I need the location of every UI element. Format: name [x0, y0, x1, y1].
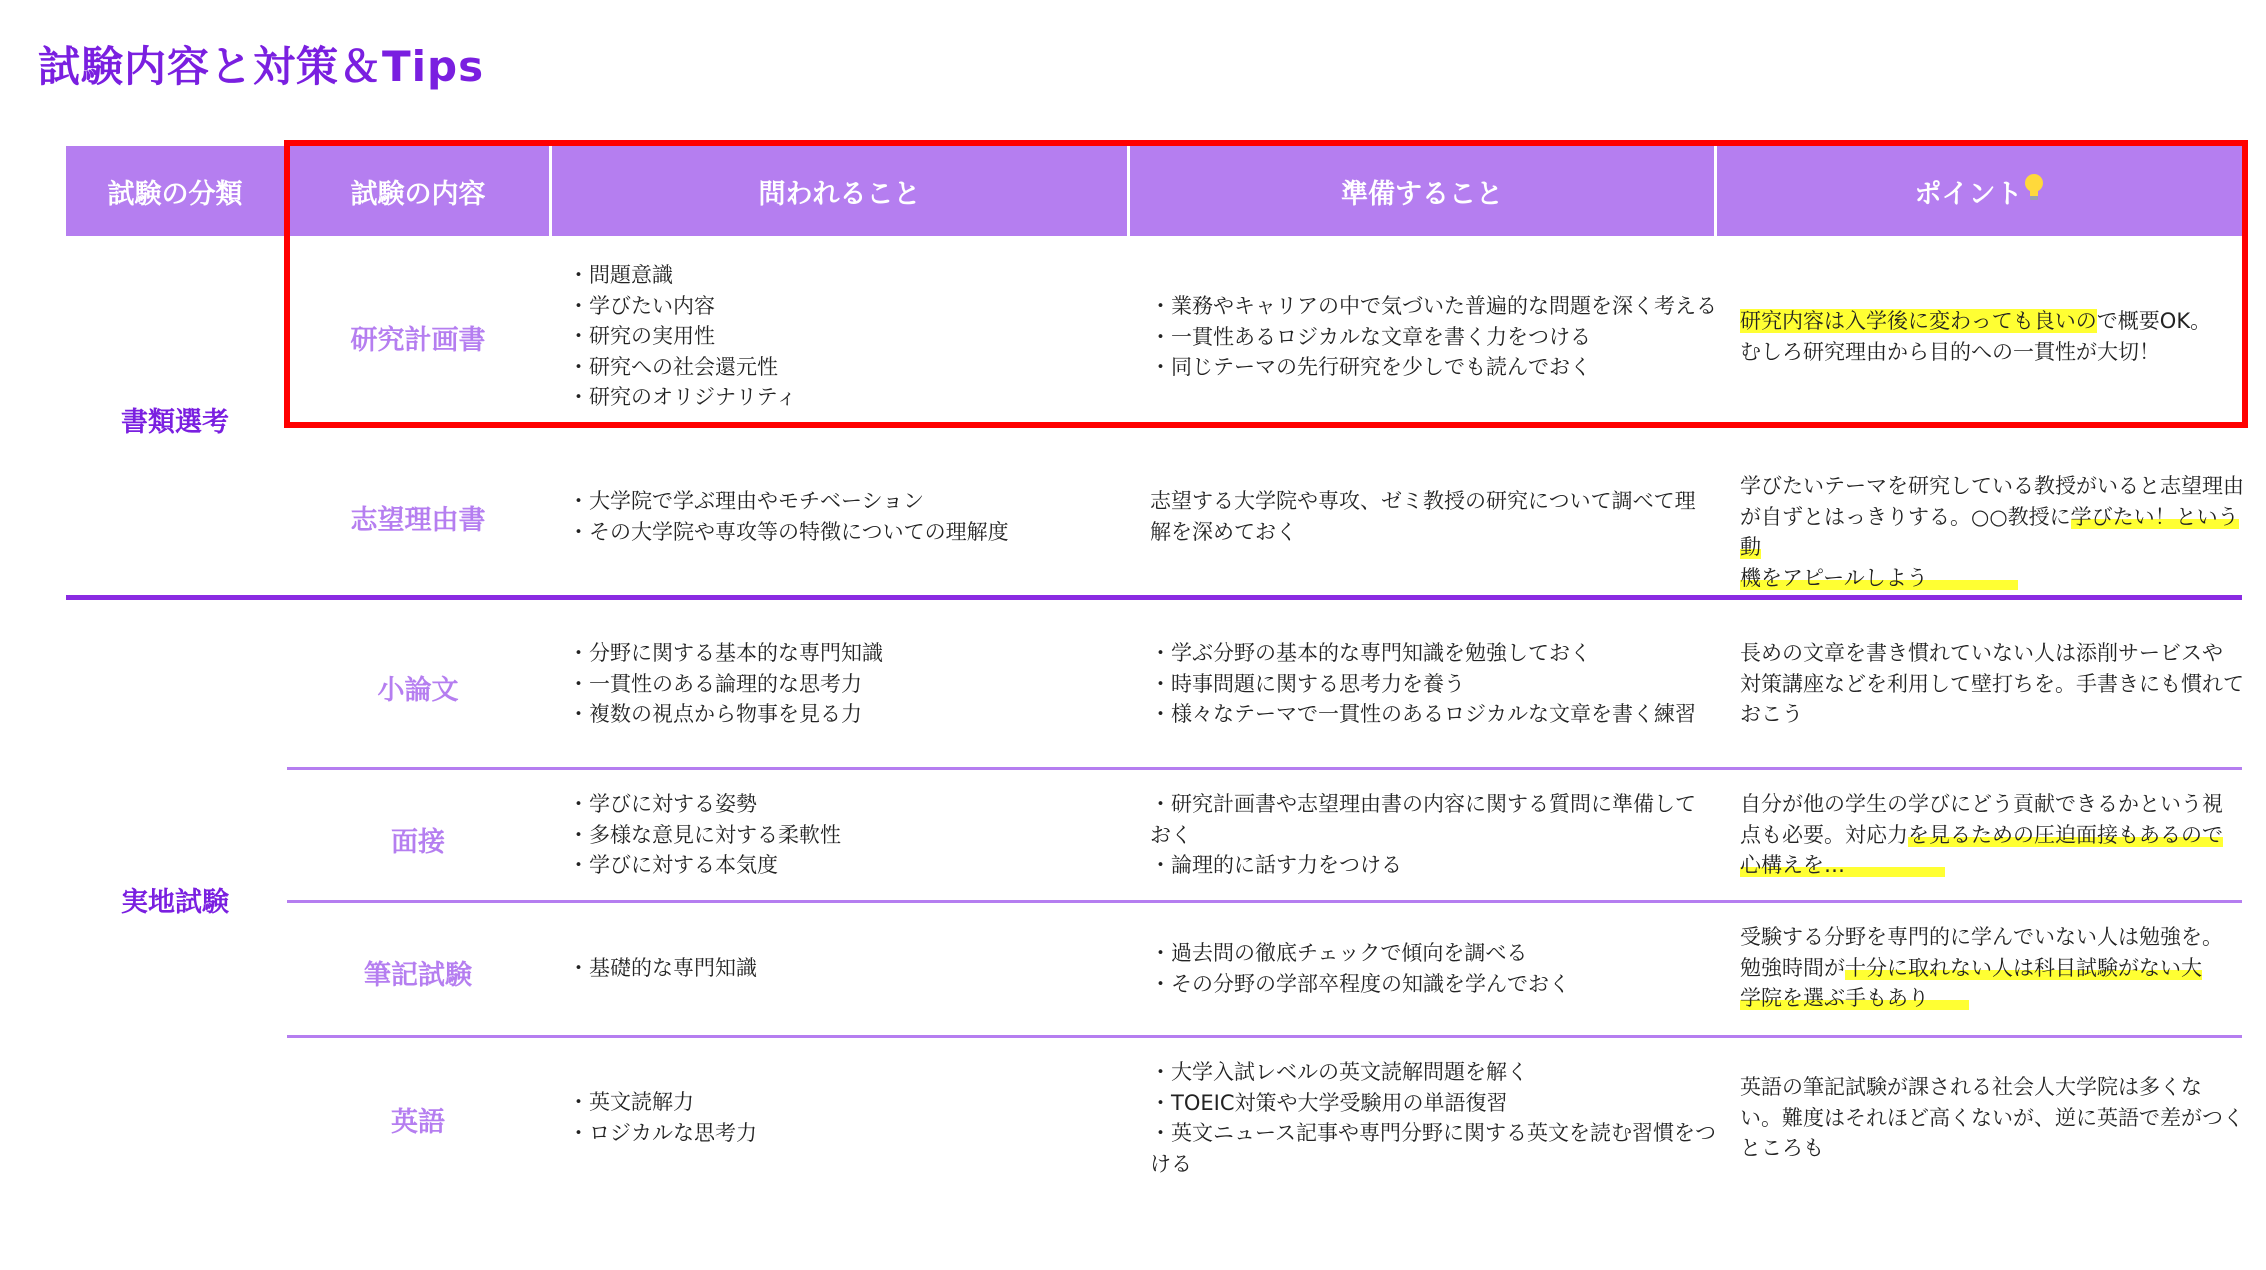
list-item: ・学びたい内容 — [568, 293, 715, 318]
row-type-research-plan: 研究計画書 — [350, 325, 486, 356]
list-item: ・一貫性のある論理的な思考力 — [568, 671, 862, 696]
header-type-label: 試験の内容 — [350, 178, 486, 210]
row-type-written: 筆記試験 — [364, 960, 472, 991]
header-tips-label: ポイント — [1914, 178, 2023, 210]
list-item: ・時事問題に関する思考力を養う — [1150, 671, 1465, 696]
row-divider — [287, 900, 2242, 903]
tips-text: 点も必要。対応力 — [1740, 822, 1908, 847]
row-motivation-tips — [1740, 471, 2245, 593]
list-item: ・研究への社会還元性 — [568, 354, 778, 379]
list-item: 解を深めておく — [1150, 519, 1297, 544]
list-item: ・その分野の学部卒程度の知識を学んでおく — [1150, 971, 1570, 996]
row-essay-tips — [1740, 638, 2245, 730]
highlight-text: 心構えを… — [1740, 853, 1945, 877]
section-divider — [66, 595, 2242, 600]
list-item: ・大学院で学ぶ理由やモチベーション — [568, 489, 925, 513]
list-item: ・基礎的な専門知識 — [568, 956, 757, 980]
list-item: ・一貫性あるロジカルな文章を書く力をつける — [1150, 324, 1591, 349]
list-item: ・その大学院や専攻等の特徴についての理解度 — [568, 519, 1009, 544]
tips-line — [1740, 820, 2245, 851]
tips-text: が自ずとはっきりする。○○教授に — [1740, 504, 2071, 529]
list-item: ・同じテーマの先行研究を少しでも読んでおく — [1150, 355, 1591, 379]
list-item: ・問題意識 — [568, 263, 673, 287]
row-type-essay: 小論文 — [377, 675, 459, 706]
list-item: ・多様な意見に対する柔軟性 — [568, 822, 841, 847]
highlight-frame — [284, 140, 2248, 428]
row-divider — [287, 767, 2242, 770]
list-item: ・研究計画書や志望理由書の内容に関する質問に準備して — [1150, 792, 1696, 816]
tips-line: 対策講座などを利用して壁打ちを。手書きにも慣れて — [1740, 671, 2244, 696]
row-motivation-questions — [568, 486, 1128, 547]
highlight-text: を見るための圧迫面接もあるので — [1908, 822, 2223, 847]
header-category-label: 試験の分類 — [107, 178, 243, 210]
list-item: ・分野に関する基本的な専門知識 — [568, 641, 883, 665]
row-type-motivation: 志望理由書 — [350, 505, 486, 536]
tips-line — [1740, 502, 2245, 563]
list-item: ・様々なテーマで一貫性のあるロジカルな文章を書く練習 — [1150, 702, 1696, 726]
tips-line: むしろ研究理由から目的への一貫性が大切！ — [1740, 339, 2160, 364]
highlight-text: 学院を選ぶ手もあり — [1740, 986, 1969, 1010]
row-essay-questions — [568, 638, 1128, 730]
highlight-text: 研究内容は入学後に変わっても良いの — [1740, 309, 2097, 333]
row-written-prep — [1150, 938, 1720, 999]
page-title: 試験内容と対策＆Tips — [38, 42, 485, 91]
row-written-tips — [1740, 922, 2245, 1014]
highlight-text: 機をアピールしよう — [1740, 566, 2018, 590]
list-item: ・業務やキャリアの中で気づいた普遍的な問題を深く考える — [1150, 294, 1717, 318]
row-english-tips — [1740, 1072, 2245, 1164]
list-item: ・過去問の徹底チェックで傾向を調べる — [1150, 941, 1528, 965]
row-type-interview: 面接 — [391, 827, 445, 858]
row-essay-prep — [1150, 638, 1720, 730]
list-item: ・英文読解力 — [568, 1090, 694, 1114]
tips-text: 勉強時間が — [1740, 955, 1845, 980]
header-prep-label: 準備すること — [1341, 178, 1503, 210]
list-item: ・複数の視点から物事を見る力 — [568, 702, 862, 726]
row-interview-tips — [1740, 789, 2245, 881]
row-divider — [287, 1035, 2242, 1038]
tips-line: 英語の筆記試験が課される社会人大学院は多くな — [1740, 1075, 2202, 1099]
category-document: 書類選考 — [121, 407, 229, 438]
list-item: ・英文ニュース記事や専門分野に関する英文を読む習慣をつ — [1150, 1121, 1716, 1145]
tips-line: い。難度はそれほど高くないが、逆に英語で差がつく — [1740, 1105, 2244, 1130]
list-item: ・大学入試レベルの英文読解問題を解く — [1150, 1060, 1528, 1084]
row-written-questions — [568, 953, 1128, 984]
list-item: ・論理的に話す力をつける — [1150, 853, 1402, 877]
list-item: ・学びに対する姿勢 — [568, 792, 757, 816]
list-item: ・学ぶ分野の基本的な専門知識を勉強しておく — [1150, 641, 1591, 665]
tips-line: 自分が他の学生の学びにどう貢献できるかという視 — [1740, 792, 2223, 816]
header-questions-label: 問われること — [758, 178, 921, 210]
tips-text: で概要OK。 — [2096, 309, 2212, 333]
tips-line: おこう — [1740, 702, 1803, 726]
list-item: ・研究のオリジナリティ — [568, 385, 797, 409]
tips-line: 学びたいテーマを研究している教授がいると志望理由 — [1740, 474, 2244, 498]
row-interview-questions — [568, 789, 1128, 881]
tips-line — [1740, 983, 2245, 1014]
list-item: 志望する大学院や専攻、ゼミ教授の研究について調べて理 — [1150, 489, 1696, 513]
tips-line — [1740, 953, 2245, 984]
tips-line — [1740, 850, 2245, 881]
row-motivation-prep — [1150, 486, 1720, 547]
header-category — [66, 146, 284, 236]
tips-line: 長めの文章を書き慣れていない人は添削サービスや — [1740, 641, 2223, 665]
row-english-questions — [568, 1087, 1128, 1148]
tips-line: ところも — [1740, 1136, 1824, 1160]
highlight-text: 学びたい！という動 — [1740, 504, 2239, 559]
list-item: ける — [1150, 1151, 1192, 1176]
row-type-english: 英語 — [391, 1107, 445, 1138]
tips-line: 受験する分野を専門的に学んでいない人は勉強を。 — [1740, 925, 2223, 949]
row-english-prep — [1150, 1057, 1720, 1179]
list-item: ・ロジカルな思考力 — [568, 1120, 757, 1145]
row-interview-prep — [1150, 789, 1720, 881]
list-item: ・学びに対する本気度 — [568, 853, 778, 877]
highlight-text: 十分に取れない人は科目試験がない大 — [1845, 955, 2202, 980]
list-item: ・研究の実用性 — [568, 324, 715, 348]
category-practical: 実地試験 — [121, 887, 229, 918]
tips-line — [1740, 563, 2245, 594]
list-item: ・TOEIC対策や大学受験用の単語復習 — [1150, 1090, 1508, 1115]
list-item: おく — [1150, 822, 1192, 847]
